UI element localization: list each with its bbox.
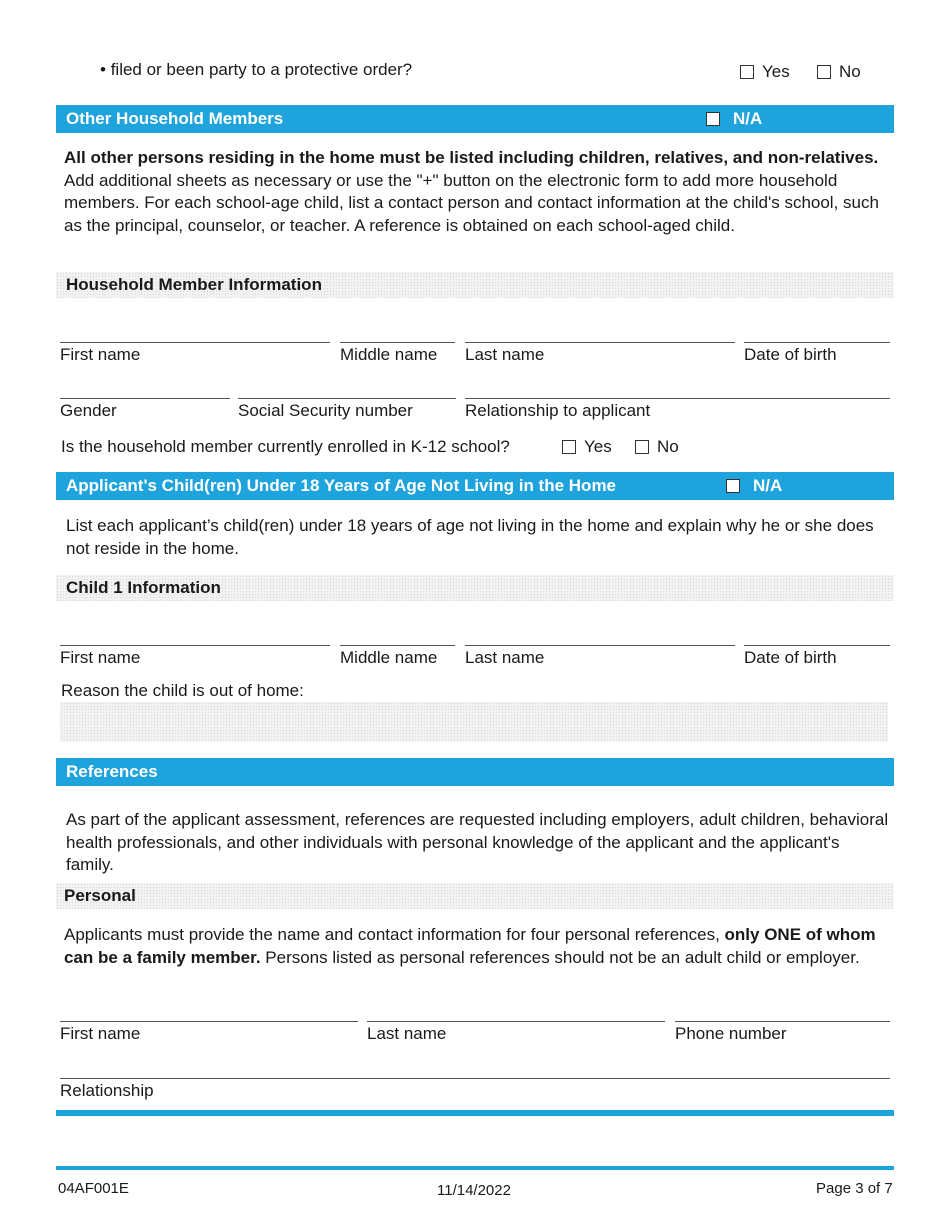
page-number: Page 3 of 7 <box>816 1180 893 1197</box>
ref-first-name-field[interactable]: First name <box>60 1021 358 1044</box>
references-instructions: As part of the applicant assessment, references are requested including employers, adult children, behavioral health professionals, and other individuals with personal knowledge of the applicant and the applicant's family. <box>66 810 889 874</box>
child1-reason-label: Reason the child is out of home: <box>61 681 304 700</box>
other-household-na-checkbox[interactable] <box>706 112 720 126</box>
section-end-rule <box>56 1110 894 1116</box>
children-not-home-instructions: List each applicant’s child(ren) under 18 years of age not living in the home and explain why he or she does not reside in the home. <box>66 516 874 558</box>
section-title: Other Household Members <box>66 109 284 128</box>
hm-gender-field[interactable]: Gender <box>60 398 230 421</box>
protective-order-no-checkbox[interactable] <box>817 65 831 79</box>
ref-relationship-field[interactable]: Relationship <box>60 1078 890 1101</box>
k12-yes-checkbox[interactable] <box>562 440 576 454</box>
footer-rule <box>56 1166 894 1170</box>
child1-middle-name-field[interactable]: Middle name <box>340 645 455 668</box>
protective-order-yes-checkbox[interactable] <box>740 65 754 79</box>
children-not-home-na-checkbox[interactable] <box>726 479 740 493</box>
hm-relationship-field[interactable]: Relationship to applicant <box>465 398 890 421</box>
personal-instructions-a: Applicants must provide the name and contact information for four personal references, <box>64 925 720 944</box>
k12-no-label: No <box>657 437 679 456</box>
child1-reason-textarea[interactable] <box>60 702 888 742</box>
child1-info-header: Child 1 Information <box>56 575 894 601</box>
other-household-instructions <box>64 147 890 237</box>
ref-last-name-field[interactable]: Last name <box>367 1021 665 1044</box>
child1-last-name-field[interactable]: Last name <box>465 645 735 668</box>
k12-no-checkbox[interactable] <box>635 440 649 454</box>
household-member-info-header: Household Member Information <box>56 272 894 298</box>
child1-dob-field[interactable]: Date of birth <box>744 645 890 668</box>
protective-order-question: • filed or been party to a protective order? <box>100 60 413 79</box>
protective-order-no-label: No <box>839 62 861 81</box>
protective-order-yes-label: Yes <box>762 62 790 81</box>
na-label: N/A <box>753 476 783 495</box>
personal-instructions-b: Persons listed as personal references should not be an adult child or employer. <box>260 947 860 967</box>
bullet-icon: • <box>100 60 111 79</box>
form-date: 11/14/2022 <box>437 1182 511 1199</box>
hm-first-name-field[interactable]: First name <box>60 342 330 365</box>
na-label: N/A <box>733 109 763 128</box>
instructions-rest: Add additional sheets as necessary or use the "+" button on the electronic form to add more household members. For each school-age child, list a contact person and contact information at the child's school, such as the principal, counselor, or teacher. A reference is obtained on each school-aged child. <box>64 170 879 235</box>
k12-question: Is the household member currently enrolled in K-12 school? <box>61 437 510 456</box>
personal-instructions <box>64 924 890 969</box>
instructions-bold: All other persons residing in the home must be listed including children, relatives, and non-relatives. <box>64 148 879 167</box>
personal-header: Personal <box>56 883 894 909</box>
references-header <box>56 758 894 786</box>
k12-yes-label: Yes <box>584 437 612 456</box>
hm-dob-field[interactable]: Date of birth <box>744 342 890 365</box>
hm-middle-name-field[interactable]: Middle name <box>340 342 455 365</box>
section-title: References <box>66 762 158 781</box>
ref-phone-field[interactable]: Phone number <box>675 1021 890 1044</box>
hm-ssn-field[interactable]: Social Security number <box>238 398 456 421</box>
child1-first-name-field[interactable]: First name <box>60 645 330 668</box>
personal-instructions-bold: only ONE of whom can be a family member. <box>64 925 876 967</box>
form-id: 04AF001E <box>58 1180 129 1197</box>
other-household-members-header <box>56 105 894 133</box>
hm-last-name-field[interactable]: Last name <box>465 342 735 365</box>
children-not-home-header <box>56 472 894 500</box>
section-title: Applicant's Child(ren) Under 18 Years of Age Not Living in the Home <box>66 476 617 495</box>
